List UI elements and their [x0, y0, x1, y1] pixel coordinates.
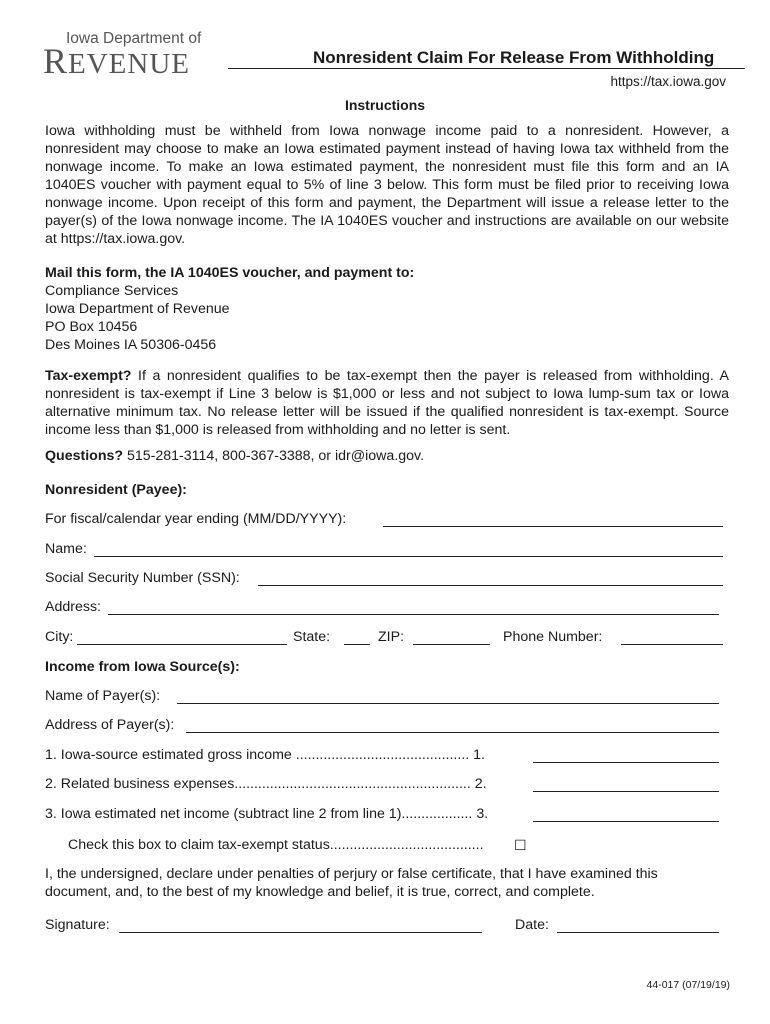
- ssn-field[interactable]: [258, 585, 723, 586]
- payer-address-field[interactable]: [186, 732, 719, 733]
- tax-exempt-check-label: Check this box to claim tax-exempt status.......................................: [68, 837, 484, 853]
- phone-label: Phone Number:: [503, 629, 603, 645]
- date-label: Date:: [515, 917, 549, 933]
- instructions-heading: Instructions: [344, 97, 426, 113]
- website-url: https://tax.iowa.gov: [610, 74, 726, 89]
- state-label: State:: [293, 629, 331, 645]
- tax-exempt-checkbox[interactable]: ☐: [514, 837, 527, 853]
- city-label: City:: [45, 629, 74, 645]
- tax-exempt-label: Tax-exempt?: [45, 368, 132, 384]
- payer-name-label: Name of Payer(s):: [45, 688, 161, 704]
- name-field[interactable]: [94, 556, 723, 557]
- questions-line: [45, 447, 424, 465]
- address-field[interactable]: [108, 614, 719, 615]
- line3-label: 3. Iowa estimated net income (subtract line 2 from line 1).................. 3.: [45, 806, 489, 822]
- payee-heading: Nonresident (Payee):: [45, 482, 187, 498]
- mail-line-2: Iowa Department of Revenue: [45, 301, 230, 317]
- signature-field[interactable]: [119, 932, 482, 933]
- mail-line-4: Des Moines IA 50306-0456: [45, 337, 217, 353]
- date-field[interactable]: [557, 932, 719, 933]
- city-field[interactable]: [77, 644, 287, 645]
- declaration-text: I, the undersigned, declare under penalties of perjury or false certificate, that I have examined this document, and, to the best of my knowledge and belief, it is true, correct, and complete.: [45, 866, 658, 900]
- title-rule: [228, 68, 745, 69]
- income-heading: Income from Iowa Source(s):: [45, 659, 240, 675]
- signature-label: Signature:: [45, 917, 110, 933]
- mail-heading: Mail this form, the IA 1040ES voucher, and payment to:: [45, 265, 415, 281]
- payer-name-field[interactable]: [177, 703, 719, 704]
- line3-field[interactable]: [533, 821, 719, 822]
- line2-field[interactable]: [533, 791, 719, 792]
- state-field[interactable]: [344, 644, 370, 645]
- line1-field[interactable]: [533, 762, 719, 763]
- logo-department-text: Iowa Department of: [66, 30, 202, 47]
- logo-revenue-text: REVENUE: [43, 41, 190, 81]
- zip-label: ZIP:: [378, 629, 405, 645]
- address-label: Address:: [45, 599, 101, 615]
- line1-label: 1. Iowa-source estimated gross income ............................................ 1.: [45, 747, 485, 763]
- mail-line-3: PO Box 10456: [45, 319, 138, 335]
- payer-address-label: Address of Payer(s):: [45, 717, 175, 733]
- form-title: Nonresident Claim For Release From Withholding: [313, 48, 715, 67]
- questions-label: Questions?: [45, 448, 124, 464]
- fiscal-year-field[interactable]: [383, 526, 723, 527]
- form-id: 44-017 (07/19/19): [646, 979, 730, 991]
- ssn-label: Social Security Number (SSN):: [45, 570, 240, 586]
- tax-exempt-paragraph: [45, 367, 729, 439]
- questions-text: 515-281-3114, 800-367-3388, or idr@iowa.gov.: [123, 448, 425, 464]
- name-label: Name:: [45, 541, 87, 557]
- mail-line-1: Compliance Services: [45, 283, 179, 299]
- line2-label: 2. Related business expenses............................................................ 2.: [45, 776, 487, 792]
- instructions-body: Iowa withholding must be withheld from Iowa nonwage income paid to a nonresident. However, a nonresident may choose to make an Iowa estimated payment instead of having Iowa tax withheld from the nonwage income. To make an Iowa estimated payment, the nonresident must file this form and an IA 1040ES voucher with payment equal to 5% of line 3 below. This form must be filed prior to receiving Iowa nonwage income. Upon receipt of this form and payment, the Department will issue a release letter to the payer(s) of the Iowa nonwage income. The IA 1040ES voucher and instructions are available on our website at https://tax.iowa.gov.: [45, 123, 729, 247]
- phone-field[interactable]: [621, 644, 723, 645]
- fiscal-year-label: For fiscal/calendar year ending (MM/DD/YYYY):: [45, 511, 347, 527]
- tax-exempt-text: If a nonresident qualifies to be tax-exempt then the payer is released from withholding. A nonresident is tax-exempt if Line 3 below is $1,000 or less and not subject to Iowa lump-sum tax or Iowa alternative minimum tax. No release letter will be issued if the qualified nonresident is tax-exempt. Source income less than $1,000 is released from withholding and no letter is sent.: [45, 368, 729, 438]
- zip-field[interactable]: [413, 644, 490, 645]
